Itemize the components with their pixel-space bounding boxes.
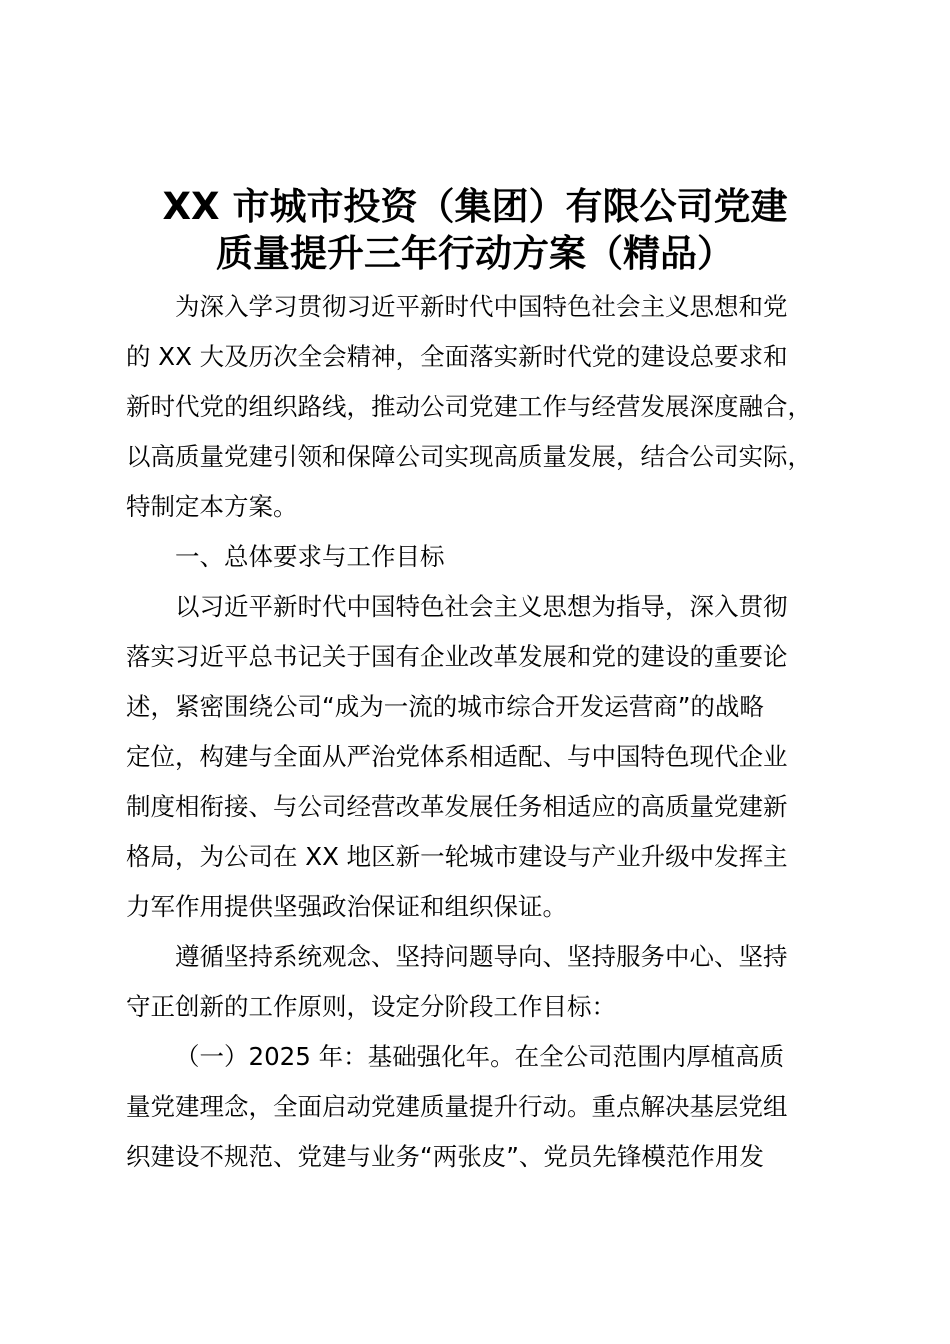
- paragraph-intro-line: 的 XX 大及历次全会精神，全面落实新时代党的建设总要求和: [126, 342, 788, 371]
- paragraph-intro-line: 特制定本方案。: [126, 492, 298, 521]
- paragraph-guidance-line: 落实习近平总书记关于国有企业改革发展和党的建设的重要论: [126, 642, 788, 671]
- paragraph-intro-line: 以高质量党建引领和保障公司实现高质量发展，结合公司实际，: [126, 442, 812, 471]
- paragraph-intro-line: 新时代党的组织路线，推动公司党建工作与经营发展深度融合，: [126, 392, 812, 421]
- section-heading: 一、总体要求与工作目标: [175, 542, 445, 571]
- document-title: [100, 183, 850, 277]
- paragraph-2025-line: 织建设不规范、党建与业务“两张皮”、党员先锋模范作用发: [126, 1142, 764, 1171]
- paragraph-principles-line: 遵循坚持系统观念、坚持问题导向、坚持服务中心、坚持: [175, 942, 788, 971]
- paragraph-guidance-line: 格局，为公司在 XX 地区新一轮城市建设与产业升级中发挥主: [126, 842, 788, 871]
- paragraph-2025-line: （一）2025 年：基础强化年。在全公司范围内厚植高质: [175, 1042, 785, 1071]
- paragraph-principles-line: 守正创新的工作原则，设定分阶段工作目标：: [126, 992, 616, 1021]
- paragraph-guidance-line: 定位，构建与全面从严治党体系相适配、与中国特色现代企业: [126, 742, 788, 771]
- paragraph-guidance-line: 述，紧密围绕公司“成为一流的城市综合开发运营商”的战略: [126, 692, 764, 721]
- title-line-1: XX 市城市投资（集团）有限公司党建: [162, 185, 788, 228]
- paragraph-intro-line: 为深入学习贯彻习近平新时代中国特色社会主义思想和党: [175, 292, 788, 321]
- document-body: [126, 282, 856, 1182]
- paragraph-2025-line: 量党建理念，全面启动党建质量提升行动。重点解决基层党组: [126, 1092, 788, 1121]
- title-line-2: 质量提升三年行动方案（精品）: [216, 232, 734, 275]
- paragraph-guidance-line: 力军作用提供坚强政治保证和组织保证。: [126, 892, 567, 921]
- paragraph-guidance-line: 以习近平新时代中国特色社会主义思想为指导，深入贯彻: [175, 592, 788, 621]
- paragraph-guidance-line: 制度相衔接、与公司经营改革发展任务相适应的高质量党建新: [126, 792, 788, 821]
